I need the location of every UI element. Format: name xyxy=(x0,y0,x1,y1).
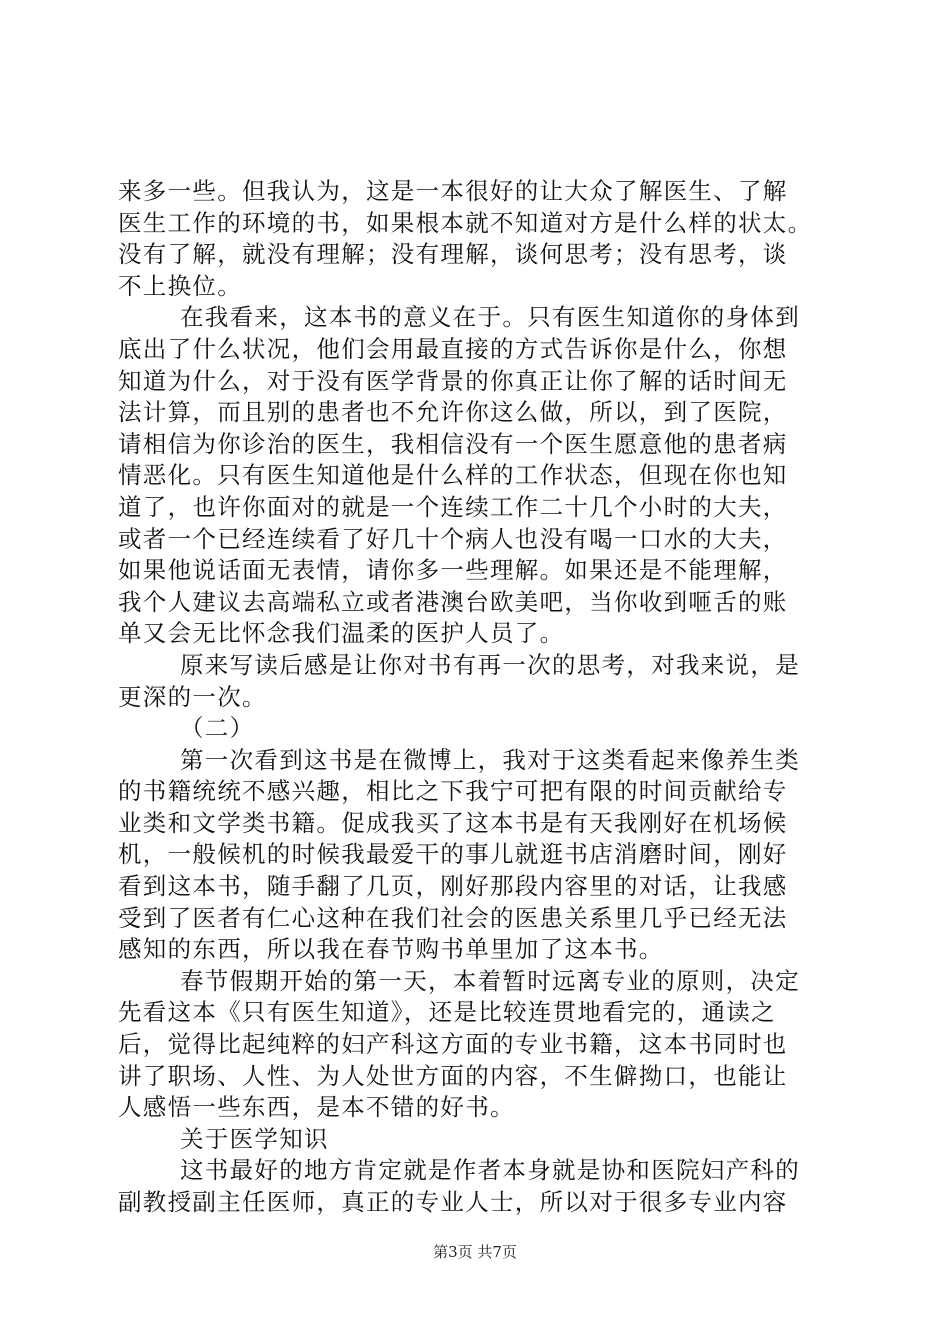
text-line: 情恶化。只有医生知道他是什么样的工作状态，但现在你也知 xyxy=(118,461,788,490)
text-line: 如果他说话面无表情，请你多一些理解。如果还是不能理解， xyxy=(118,556,788,585)
text-line: 医生工作的环境的书，如果根本就不知道对方是什么样的状太。 xyxy=(118,208,813,237)
text-line: 第一次看到这书是在微博上，我对于这类看起来像养生类 xyxy=(180,745,800,774)
text-line: 道了，也许你面对的就是一个连续工作二十几个小时的大夫， xyxy=(118,492,788,521)
text-line: 春节假期开始的第一天，本着暂时远离专业的原则，决定 xyxy=(180,966,800,995)
text-line: 后，觉得比起纯粹的妇产科这方面的专业书籍，这本书同时也 xyxy=(118,1030,788,1059)
text-line: 来多一些。但我认为，这是一本很好的让大众了解医生、了解 xyxy=(118,177,788,205)
text-line: 受到了医者有仁心这种在我们社会的医患关系里几乎已经无法 xyxy=(118,903,788,932)
text-line: 在我看来，这本书的意义在于。只有医生知道你的身体到 xyxy=(180,303,800,332)
text-line: 原来写读后感是让你对书有再一次的思考，对我来说，是 xyxy=(180,650,800,679)
text-line: 感知的东西，所以我在春节购书单里加了这本书。 xyxy=(118,935,664,964)
text-line: 没有了解，就没有理解；没有理解，谈何思考；没有思考，谈 xyxy=(118,240,788,269)
text-line: 更深的一次。 xyxy=(118,682,267,711)
text-line: 副教授副主任医师，真正的专业人士，所以对于很多专业内容 xyxy=(118,1188,788,1216)
text-line: 人感悟一些东西，是本不错的好书。 xyxy=(118,1093,515,1122)
text-line: 这书最好的地方肯定就是作者本身就是协和医院妇产科的 xyxy=(180,1156,800,1185)
text-line: 请相信为你诊治的医生，我相信没有一个医生愿意他的患者病 xyxy=(118,429,788,458)
text-line: 关于医学知识 xyxy=(180,1124,329,1153)
page-footer: 第3页 共7页 xyxy=(433,1243,517,1261)
text-line: （二） xyxy=(180,714,255,743)
text-line: 业类和文学类书籍。促成我买了这本书是有天我刚好在机场候 xyxy=(118,808,788,837)
text-line: 我个人建议去高端私立或者港澳台欧美吧，当你收到咂舌的账 xyxy=(118,587,788,616)
text-line: 单又会无比怀念我们温柔的医护人员了。 xyxy=(118,619,565,648)
text-line: 讲了职场、人性、为人处世方面的内容，不生僻拗口，也能让 xyxy=(118,1061,788,1090)
text-line: 的书籍统统不感兴趣，相比之下我宁可把有限的时间贡献给专 xyxy=(118,777,788,806)
text-line: 不上换位。 xyxy=(118,271,242,300)
text-line: 或者一个已经连续看了好几十个病人也没有喝一口水的大夫， xyxy=(118,524,788,553)
text-line: 先看这本《只有医生知道》，还是比较连贯地看完的，通读之 xyxy=(118,998,776,1027)
document-body xyxy=(118,176,838,1219)
text-line: 看到这本书，随手翻了几页，刚好那段内容里的对话，让我感 xyxy=(118,872,788,901)
text-line: 法计算，而且别的患者也不允许你这么做，所以，到了医院， xyxy=(118,398,788,427)
text-line: 机，一般候机的时候我最爱干的事儿就逛书店消磨时间，刚好 xyxy=(118,840,788,869)
text-line: 知道为什么，对于没有医学背景的你真正让你了解的话时间无 xyxy=(118,366,788,395)
text-line: 底出了什么状况，他们会用最直接的方式告诉你是什么，你想 xyxy=(118,334,788,363)
